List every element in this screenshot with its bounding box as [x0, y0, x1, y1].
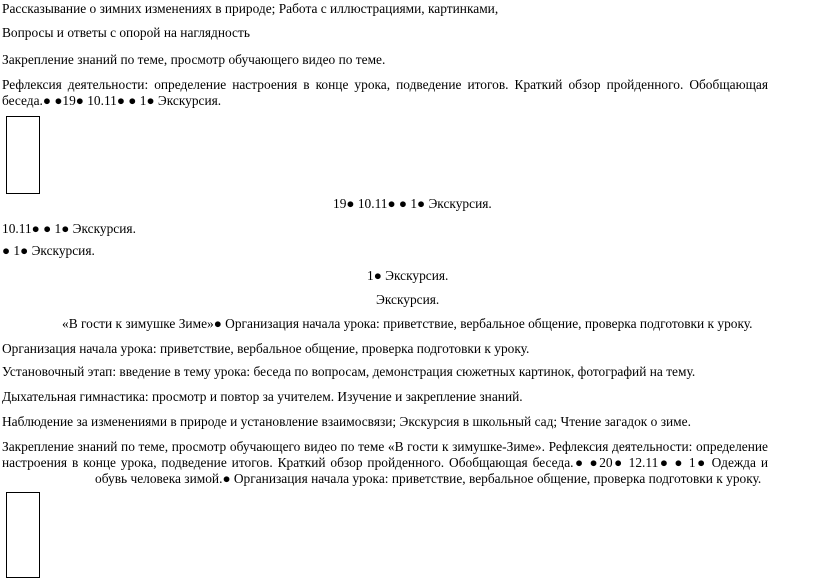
text-line-3: Закрепление знаний по теме, просмотр обучающего видео по теме. [2, 52, 386, 67]
text-line-4a: Рефлексия деятельности: определение настроения в конце урока, подведение итогов. Краткий обзор пройденного. Обобщающая [2, 77, 768, 92]
text-line-15c: обувь человека зимой.● Организация начала урока: приветствие, вербальное общение, проверка подготовки к уроку. [95, 471, 762, 486]
text-line-2: Вопросы и ответы с опорой на наглядность [2, 25, 250, 40]
text-line-1: Рассказывание о зимних изменениях в природе; Работа с иллюстрациями, картинками, [2, 1, 499, 16]
text-line-9: Экскурсия. [376, 292, 440, 307]
text-line-15a: Закрепление знаний по теме, просмотр обучающего видео по теме «В гости к зимушке-Зиме». Рефлексия деятельности: определение [2, 439, 768, 454]
paragraph-reflection [2, 77, 768, 109]
paragraph-consolidation [2, 439, 768, 487]
text-line-6: 10.11● ● 1● Экскурсия. [2, 221, 136, 236]
text-line-5: 19● 10.11● ● 1● Экскурсия. [333, 196, 492, 211]
text-line-4b: беседа.● ●19● 10.11● ● 1● Экскурсия. [2, 93, 222, 108]
text-line-12: Установочный этап: введение в тему урока: беседа по вопросам, демонстрация сюжетных картинок, фотографий на тему. [2, 364, 696, 379]
text-line-11: Организация начала урока: приветствие, вербальное общение, проверка подготовки к уроку. [2, 341, 530, 356]
image-frame-top [6, 116, 40, 194]
text-line-8: 1● Экскурсия. [367, 268, 449, 283]
text-line-13: Дыхательная гимнастика: просмотр и повтор за учителем. Изучение и закрепление знаний. [2, 389, 523, 404]
image-frame-bottom [6, 492, 40, 578]
text-line-10: «В гости к зимушке Зиме»● Организация начала урока: приветствие, вербальное общение, проверка подготовки к уроку. [62, 316, 753, 331]
text-line-7: ● 1● Экскурсия. [2, 243, 95, 258]
text-line-15b: настроения в конце урока, подведение итогов. Краткий обзор пройденного. Обобщающая беседа.● ●20● 12.11● ● 1● Одежда и [2, 455, 768, 470]
text-line-14: Наблюдение за изменениями в природе и установление взаимосвязи; Экскурсия в школьный сад; Чтение загадок о зиме. [2, 414, 691, 429]
